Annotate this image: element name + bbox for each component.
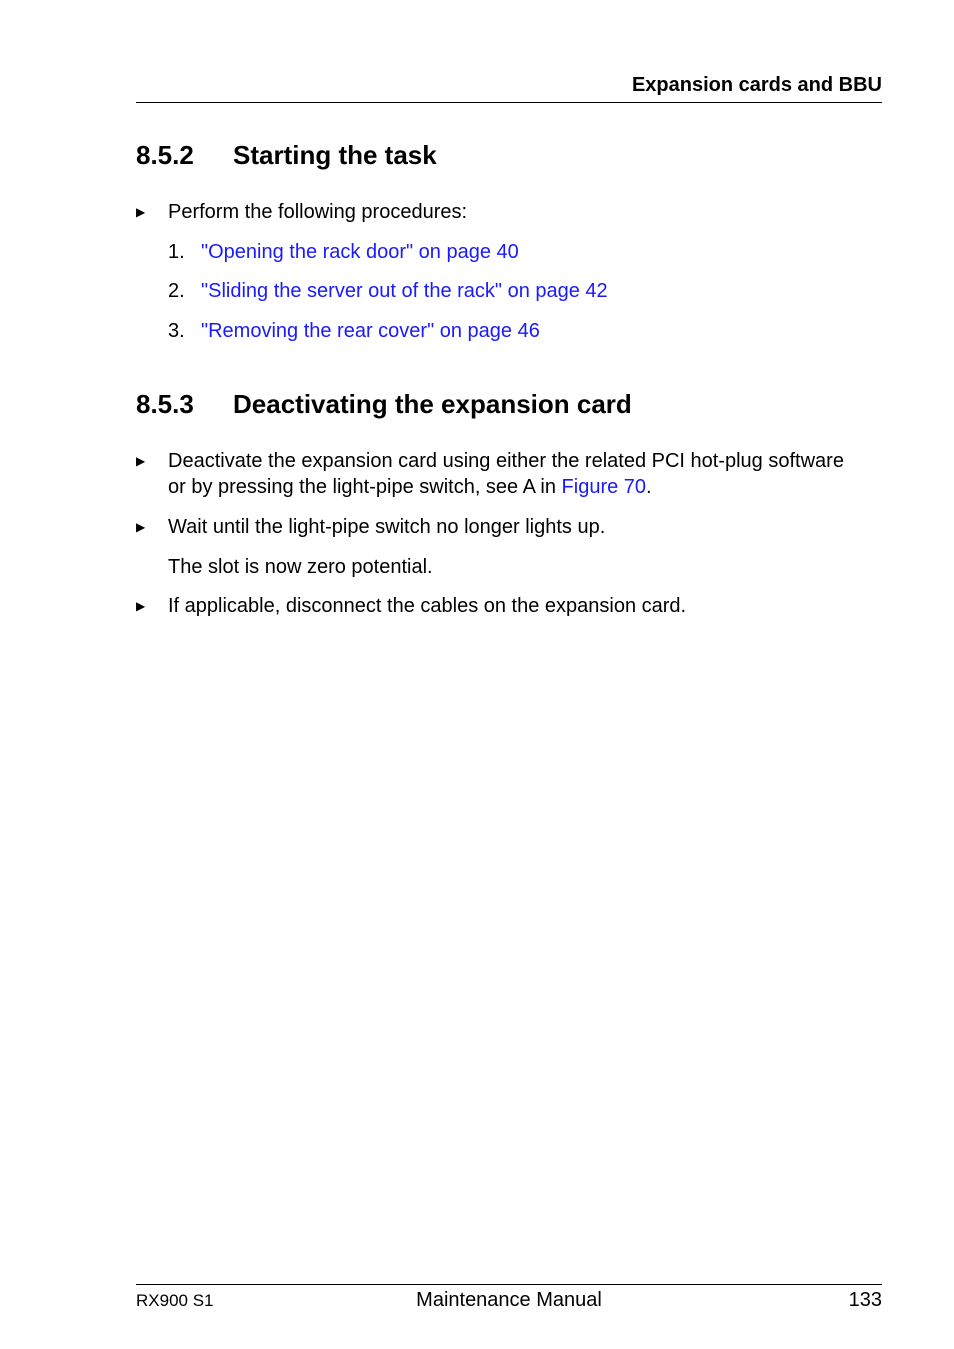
triangle-right-icon: ▶ [136, 520, 146, 534]
footer-model: RX900 S1 [136, 1291, 214, 1310]
triangle-right-icon: ▶ [136, 599, 146, 613]
instruction-text: Perform the following procedures: [168, 201, 468, 223]
bullet-text-deactivate-post: . [646, 476, 652, 498]
step-link-slide-server-out[interactable]: "Sliding the server out of the rack" on page 42 [201, 280, 608, 302]
section-title: Deactivating the expansion card [233, 389, 632, 419]
bullet-text-disconnect-cables: If applicable, disconnect the cables on the expansion card. [168, 595, 687, 617]
footer-manual-title: Maintenance Manual [416, 1289, 602, 1311]
section-title: Starting the task [233, 140, 437, 170]
figure-70-link[interactable]: Figure 70 [561, 476, 647, 498]
triangle-right-icon: ▶ [136, 454, 146, 468]
bullet-text-deactivate-line2 [168, 474, 652, 500]
bullet-text-wait: Wait until the light-pipe switch no longer lights up. [168, 516, 606, 538]
header-rule [136, 102, 882, 103]
bullet-text-deactivate-pre: or by pressing the light-pipe switch, see A in [168, 476, 562, 498]
note-text-zero-potential: The slot is now zero potential. [168, 556, 433, 578]
section-heading-starting-task [136, 139, 437, 171]
step-number: 3. [168, 320, 185, 342]
bullet-text-deactivate-line1: Deactivate the expansion card using either the related PCI hot-plug software [168, 450, 844, 472]
section-number: 8.5.2 [136, 140, 194, 170]
footer-rule [136, 1284, 882, 1285]
triangle-right-icon: ▶ [136, 205, 146, 219]
step-number: 1. [168, 241, 185, 263]
step-number: 2. [168, 280, 185, 302]
section-heading-deactivating-card [136, 388, 632, 420]
running-header: Expansion cards and BBU [631, 74, 882, 96]
section-number: 8.5.3 [136, 389, 194, 419]
step-link-remove-rear-cover[interactable]: "Removing the rear cover" on page 46 [201, 320, 540, 342]
page-number: 133 [848, 1289, 882, 1311]
step-link-open-rack-door[interactable]: "Opening the rack door" on page 40 [201, 241, 519, 263]
